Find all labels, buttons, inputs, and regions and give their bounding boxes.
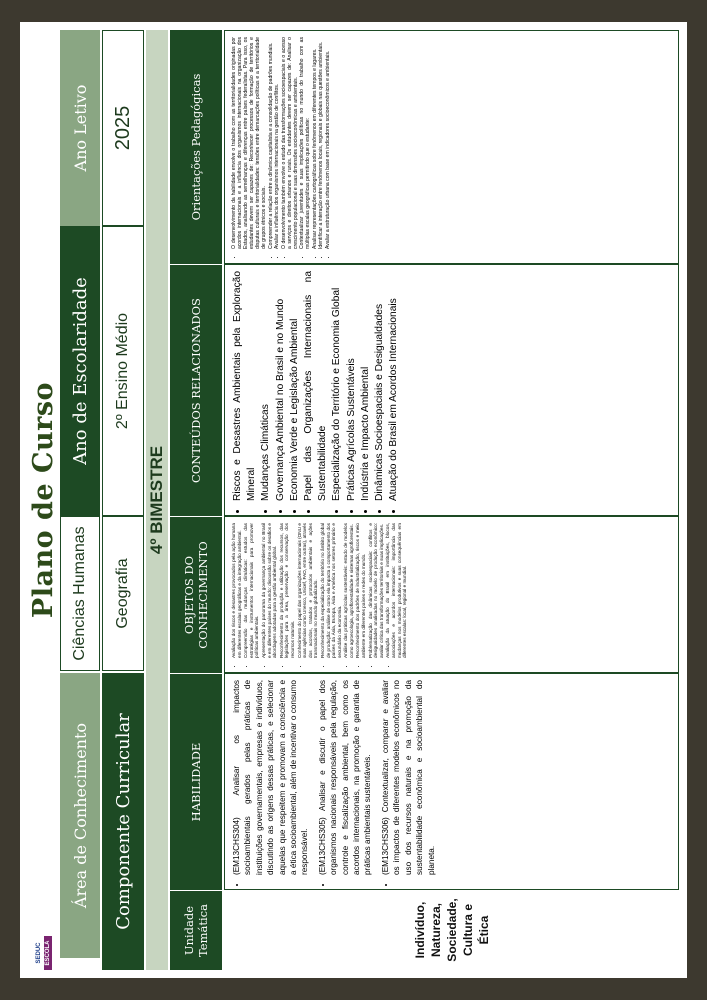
conteudo-item: • Economia Verde e Legislação Ambiental [288,271,302,501]
conteudo-item: • Atuação do Brasil em Acordos Internacionais [387,271,401,501]
conteudo-item: • Práticas Agrícolas Sustentáveis [345,271,359,501]
area-label: Área de Conhecimento [60,673,100,958]
objeto-item: • Apresentação do panorama da governança ambiental no Brasil e em diferentes países do mundo: discussão sobre os desafios e abordagens adotadas para a gestão ambiental global. [261,523,278,658]
year-value: 2º Ensino Médio [102,226,144,516]
column-header-objetos: OBJETOS DO CONHECIMENTO [170,516,222,673]
orientacao-item: • Avaliar a influência dos organismos internacionais na gestão de conflitos. [274,37,280,249]
objeto-item: • Análise das práticas agrícolas sustentáveis: estudo de modelos como agroecologia, agroflorestalidade e sistemas agroflorestais. [343,523,354,658]
year-label: Ano de Escolaridade [60,226,100,516]
objeto-item: • Problematização das dinâmicas socioespaciais: conflitos e desigualdades analisadas no modelo de produção econômico: avaliar crítica das transformações territoriais e suas implicações. [368,523,385,658]
habilidade-item: • (EM13CHS306) Contextualizar, comparar e avaliar os impactos de diferentes modelos econômicos no uso dos recursos naturais e na promoção da sustentabilidade econômica e socioambiental do planeta. [380,680,437,875]
bimestre-banner: 4º BIMESTRE [146,30,168,970]
component-label: Componente Curricular [102,673,144,970]
orientacao-item: • Analisar representações cartográficas sobre fenômenos em diferentes tempos e lugares. [312,37,318,249]
orientacao-item: • Contextualizar juventudes e suas implicações políticas no mundo do trabalho com as múltiplas escalas geográficas permitindo que o estudante: [299,37,311,249]
conteudo-item: • Dinâmicas Socioespaciais e Desigualdades [373,271,387,501]
column-header-unidade: Unidade Temática [170,890,222,970]
area-value: Ciências Humanas [60,516,100,671]
orientacao-item: • O desenvolvimento da habilidade envolve o trabalho com as territorialidades originadas por acordos internacionais e a influência dos organismos internacionais na organização dos Estados, analisando as semelhanças e diferenças entre países federalistas. Para isso, os estudantes devem ser capazes de: Reconhecer processos de formação de territórios e disputas culturais e territorialidades: tensões entre demarcações políticas e a territorialidade de grupos étnicos e sociais. [231,37,267,249]
conteudo-item: • Riscos e Desastres Ambientais pela Exploração Mineral [231,271,259,501]
column-header-habilidade: HABILIDADE [170,673,222,890]
objeto-item: • Conhecimento do papel das organizações internacionais (ONU e suas agências como Unesco, Unicef, FAO, entre outras), através dos acordos, tratados e protocolos ambientais e ações transnacionais no mundo globalizado. [297,523,319,658]
objeto-item: • Avaliação dos riscos e desastres provocados pela ação humana em diferentes escalas geográficas e da integração ambiental. [231,523,242,658]
objeto-item: • Compreensão das mudanças climáticas: estudos das estratégias e instrumentos internacionais para promover políticas ambientais. [243,523,260,658]
habilidade-item: • (EM13CHS305) Analisar e discutir o papel dos organismos nacionais responsáveis pela regulação, controle e fiscalização ambiental, bem como os acordos internacionais, na promoção e garantia de práticas ambientais sustentáveis. [317,680,374,875]
orientacoes-cell [224,30,679,264]
conteudos-list [225,265,401,515]
document-page [20,22,687,978]
objeto-item: • Reconhecimento da produção e utilização dos recursos, das legislações para a área, preservação e conservação dos recursos naturais. [279,523,296,658]
conteudo-item: • Papel das Organizações Internacionais na Sustentabilidade [302,271,330,501]
orientacao-item: • Avaliar a estruturação urbana com base em indicadores socioeconômicos e ambientais. [325,37,331,249]
column-header-conteudos: CONTEÚDOS RELACIONADOS [170,264,222,516]
conteudos-cell [224,264,679,516]
objeto-item: • Reconhecimento da especialização do território no âmbito global de produção: análise de como ela impacta o comportamento dos países da Ásia, Europa, Ásia e América nos setores primário e secundário da economia. [320,523,342,658]
orientacao-item: • Identificar a interação entre fenômenos locais, regionais e globais nas questões ambientais. [318,37,324,249]
logo-top-text: SEDUC [36,942,42,964]
unidade-tematica-text: Indivíduo, Natureza, Sociedade, Cultura e Ética [412,898,491,962]
objeto-item: • Reconhecimento dos padrões de industrialização, riscos e meio ambiente em diferentes países e redes do mundo. [355,523,366,658]
conteudo-item: • Indústria e Impacto Ambiental [359,271,373,501]
rotated-content [20,22,687,978]
orientacao-item: • Compreender a relação entre a dinâmica capitalista e a consolidação de padrões mundiais. [268,37,274,249]
habilidade-item: • (EM13CHS304) Analisar os impactos socioambientais gerados pelas práticas de instituições governamentais, empresas e indivíduos, discutindo as origens dessas práticas, e selecionar aquelas que respeitem e promovam a consciência e a ética socioambiental, além de incentivar o consumo responsável. [231,680,311,875]
logo-bottom-text: ESCOLA [44,936,52,970]
letivo-label: Ano Letivo [60,30,100,226]
conteudo-item: • Governança Ambiental no Brasil e no Mundo [274,271,288,501]
column-header-orientacoes: Orientações Pedagógicas [170,30,222,264]
letivo-value: 2025 [102,30,144,226]
objetos-list [225,517,408,672]
habilidade-list [225,674,437,889]
objeto-item: • Avaliação da atuação do Brasil em instituições, blocos, associações e acordos internacionais: importância das mudanças nos modelos produtivos e suas consequências em diferentes escalas: local, regional e mundial. [385,523,407,658]
orientacao-item: • O desenvolvimento também envolve o estudo das transformações socioespaciais e o acesso a serviços e direitos urbanos e rurais. Os estudantes devem ser capazes de: Analisar o crescimento populacional e suas dimensões socioeconômicas e ambientais. [281,37,299,249]
component-value: Geografia [102,516,144,671]
page-title: Plano de Curso [28,381,59,619]
habilidade-cell [224,673,679,890]
conteudo-item: • Especialização do Território e Economia Global [330,271,344,501]
conteudo-item: • Mudanças Climáticas [259,271,273,501]
objetos-cell [224,516,679,673]
unidade-tematica-cell [224,890,679,970]
orientacoes-list [225,31,331,263]
